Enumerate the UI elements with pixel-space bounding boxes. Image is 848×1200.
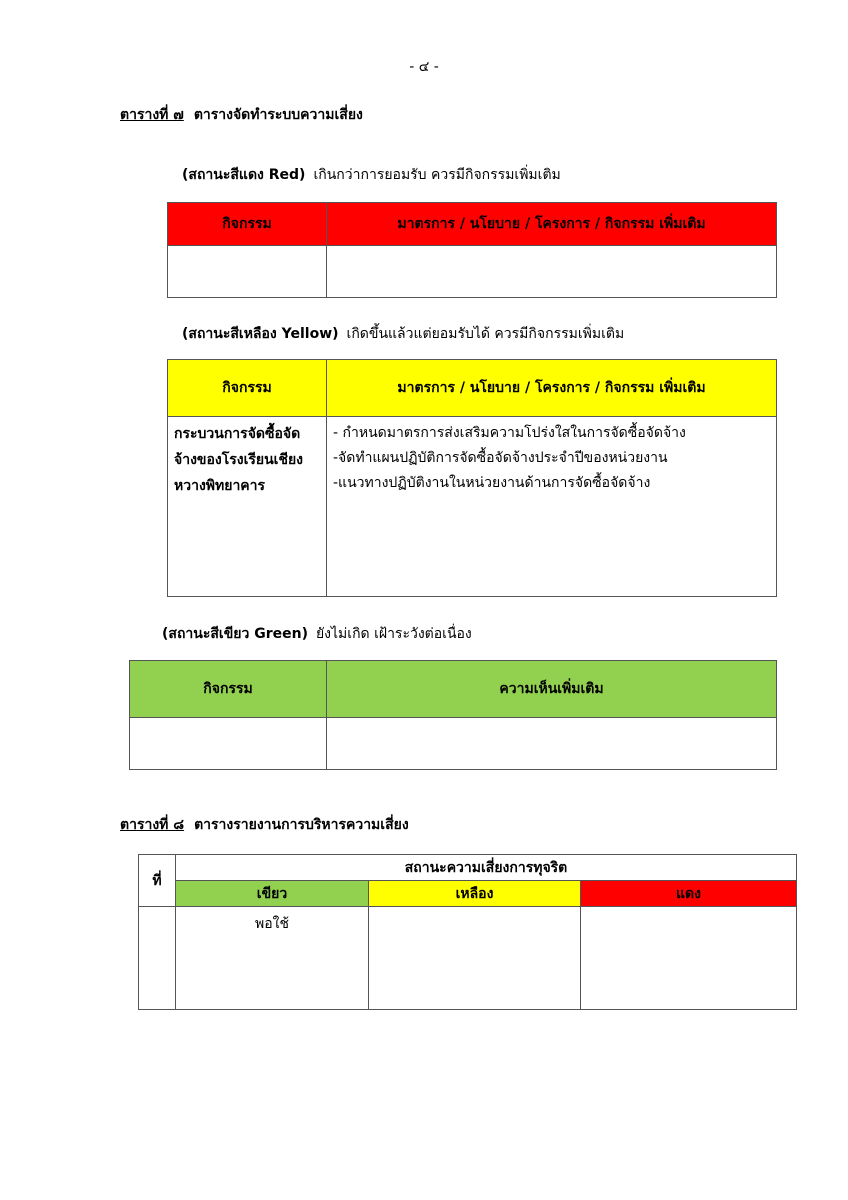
table8-heading: [120, 814, 409, 836]
red-col-measures: มาตรการ / นโยบาย / โครงการ / กิจกรรม เพิ่มเติม: [327, 203, 777, 246]
red-col-activity: กิจกรรม: [168, 203, 327, 246]
col-red: แดง: [581, 881, 797, 907]
green-activity-cell: [130, 718, 327, 770]
red-value-cell: [581, 907, 797, 1010]
row-no-cell: [139, 907, 176, 1010]
yellow-activity-cell: [168, 417, 327, 597]
green-status-desc: ยังไม่เกิด เฝ้าระวังต่อเนื่อง: [315, 626, 472, 642]
yellow-status-label: (สถานะสีเหลือง Yellow): [182, 326, 339, 342]
yellow-measures-cell: [327, 417, 777, 597]
red-activity-cell: [168, 246, 327, 298]
green-value-cell: พอใช้: [176, 907, 369, 1010]
red-status-desc: เกินกว่าการยอมรับ ควรมีกิจกรรมเพิ่มเติม: [313, 167, 561, 183]
activity-line: จ้างของโรงเรียนเชียง: [174, 452, 303, 468]
col-yellow: เหลือง: [369, 881, 581, 907]
yellow-col-measures: มาตรการ / นโยบาย / โครงการ / กิจกรรม เพิ่มเติม: [327, 360, 777, 417]
table8-title: ตารางรายงานการบริหารความเสี่ยง: [194, 817, 409, 833]
green-table: [129, 660, 777, 770]
page-number: - ๔ -: [409, 59, 439, 75]
col-green: เขียว: [176, 881, 369, 907]
green-status-label: (สถานะสีเขียว Green): [162, 626, 308, 642]
green-opinion-cell: [327, 718, 777, 770]
red-status-label: (สถานะสีแดง Red): [182, 167, 306, 183]
green-col-opinion: ความเห็นเพิ่มเติม: [327, 661, 777, 718]
table7-heading: [120, 104, 363, 126]
yellow-value-cell: [369, 907, 581, 1010]
yellow-status-line: [182, 323, 624, 345]
risk-status-header: สถานะความเสี่ยงการทุจริต: [176, 855, 797, 881]
measure-item: -แนวทางปฏิบัติงานในหน่วยงานด้านการจัดซื้อจัดจ้าง: [333, 475, 651, 491]
green-col-activity: กิจกรรม: [130, 661, 327, 718]
yellow-table: [167, 359, 777, 597]
measure-item: - กำหนดมาตรการส่งเสริมความโปร่งใสในการจัดซื้อจัดจ้าง: [333, 425, 686, 441]
table7-label: ตารางที่ ๗: [120, 107, 184, 123]
measure-item: -จัดทำแผนปฏิบัติการจัดซื้อจัดจ้างประจำปีของหน่วยงาน: [333, 450, 668, 466]
green-status-line: [162, 623, 472, 645]
yellow-col-activity: กิจกรรม: [168, 360, 327, 417]
activity-line: หวางพิทยาคาร: [174, 478, 266, 494]
yellow-status-desc: เกิดขึ้นแล้วแต่ยอมรับได้ ควรมีกิจกรรมเพิ่มเติม: [346, 326, 625, 342]
red-measures-cell: [327, 246, 777, 298]
red-table: [167, 202, 777, 298]
table8-label: ตารางที่ ๘: [120, 817, 185, 833]
activity-line: กระบวนการจัดซื้อจัด: [174, 426, 301, 442]
col-no: ที่: [139, 855, 176, 907]
table7-title: ตารางจัดทำระบบความเสี่ยง: [193, 107, 363, 123]
risk-report-table: [138, 854, 797, 1010]
red-status-line: [182, 164, 561, 186]
